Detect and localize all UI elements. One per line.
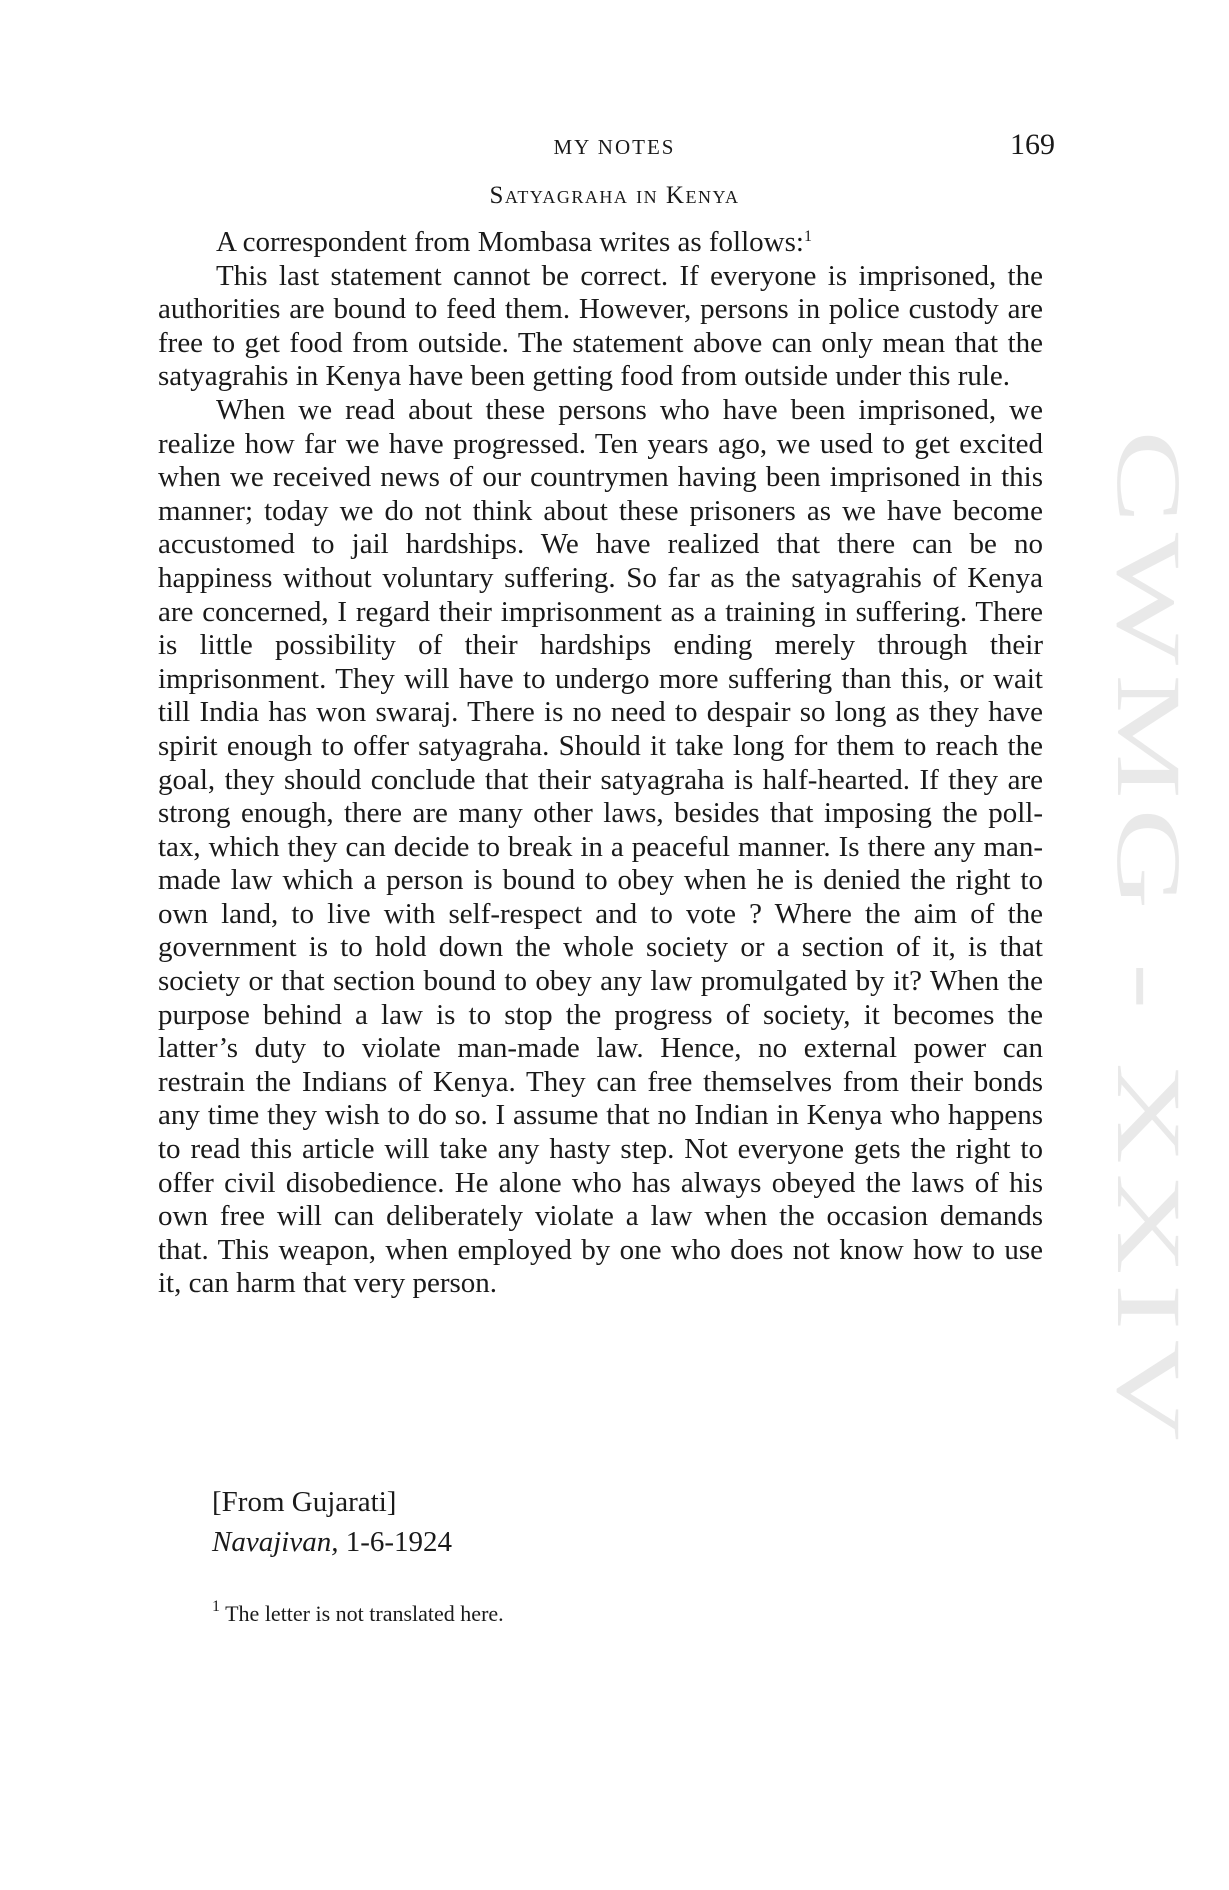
page-number: 169 [1010,128,1055,161]
footnote-marker: 1 [212,1598,220,1615]
watermark [1098,430,1200,1450]
publication-date: 1-6-1924 [345,1526,453,1558]
publication-name: Navajivan, [212,1526,339,1558]
running-head: MY NOTES [553,135,676,159]
footnote-text: The letter is not translated here. [225,1601,504,1626]
watermark-text: CWMG - XXIV [1098,430,1200,1100]
source-citation [212,1482,452,1562]
article-body [158,226,1043,1301]
article-title: Satyagraha in Kenya [489,182,740,209]
body-paragraph-2: When we read about these persons who have been imprisoned, we realize how far we have progressed. Ten years ago, we used to get excited when we received news of our countrymen having been imprisoned in this manner; today we do not think about these prisoners as we have become accustomed to jail hardships. We have realized that there can be no happiness without voluntary suffering. So far as the satyagrahis of Kenya are concerned, I regard their imprisonment as a training in suffering. There is little possibility of their hardships ending merely through their imprisonment. They will have to undergo more suffering than this, or wait till India has won swaraj. There is no need to despair so long as they have spirit enough to offer satyagraha. Should it take long for them to reach the goal, they should conclude that their satyagraha is half-hearted. If they are strong enough, there are many other laws, besides that imposing the poll-tax, which they can decide to break in a peaceful manner. Is there any man-made law which a person is bound to obey when he is denied the right to own land, to live with self-respect and to vote ? Where the aim of the government is to hold down the whole society or a section of it, is that society or that section bound to obey any law promulgated by it? When the purpose behind a law is to stop the progress of society, it becomes the latter’s duty to violate man-made law. Hence, no external power can restrain the Indians of Kenya. They can free themselves from their bonds any time they wish to do so. I assume that no Indian in Kenya who happens to read this article will take any hasty step. Not everyone gets the right to offer civil disobedience. He alone who has always obeyed the laws of his own free will can deliberately violate a law when the occasion demands that. This weapon, when employed by one who does not know how to use it, can harm that very person. [158,393,1043,1300]
intro-paragraph [158,226,1043,260]
footnote [212,1598,504,1627]
footnote-reference: 1 [803,228,812,245]
intro-text: A correspondent from Mombasa writes as follows: [216,226,804,258]
source-publication-line [212,1522,452,1562]
source-language-note: [From Gujarati] [212,1486,397,1518]
body-paragraph-1: This last statement cannot be correct. If everyone is imprisoned, the authorities are bound to feed them. However, persons in police custody are free to get food from outside. The statement above can only mean that the satyagrahis in Kenya have been getting food from outside under this rule. [158,259,1043,393]
